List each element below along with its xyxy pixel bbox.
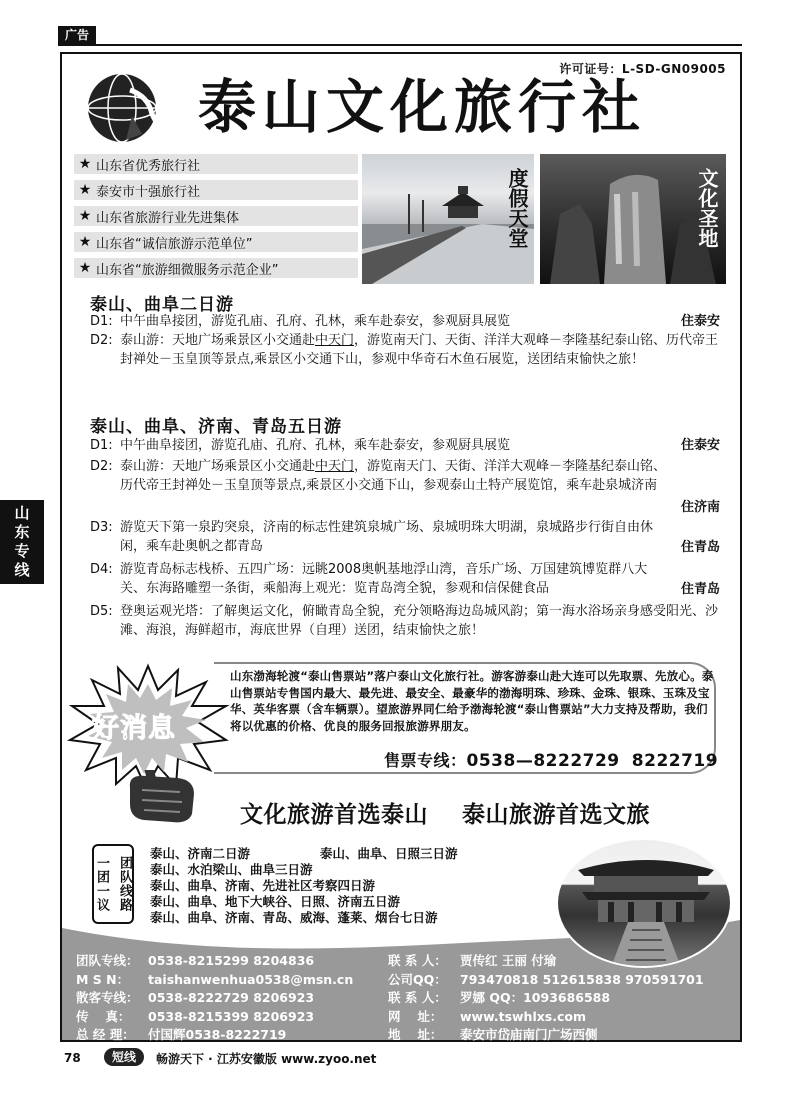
route-row: [150, 846, 458, 862]
route-row: [150, 894, 458, 910]
route-item: 泰山、水泊梁山、曲阜三日游: [150, 862, 313, 877]
route-row: [150, 910, 458, 926]
contact-row: [76, 1026, 736, 1045]
route-item: 泰山、济南二日游: [150, 846, 251, 861]
temple-photo: [556, 838, 732, 968]
routes-label-box: [92, 844, 134, 924]
stone-tablet-photo: [540, 154, 726, 284]
tour2-title: 泰山、曲阜、济南、青岛五日游: [90, 417, 342, 437]
honor-item: [74, 180, 358, 200]
route-row: [150, 878, 458, 894]
honor-item: [74, 154, 358, 174]
day-label: D5:: [90, 604, 113, 619]
star-icon: ★: [78, 260, 92, 276]
slogan: [240, 796, 650, 829]
contact-label: 联 系 人：: [388, 953, 447, 968]
day-text: 泰山游：天地广场乘景区小交通赴中天门，游览南天门、天街、洋洋大观峰－李隆基纪泰山铭、历代帝王封禅处－玉皇顶等景点,乘景区小交通下山，参观中华奇石木鱼石展览，送团结束愉快之旅！: [120, 333, 719, 367]
agency-name: 泰山文化旅行社: [198, 73, 647, 141]
day-label: D2:: [90, 333, 113, 348]
routes-list: [150, 846, 458, 926]
star-icon: ★: [78, 208, 92, 224]
tour2-day5: [90, 602, 720, 640]
honor-item: [74, 232, 358, 252]
honor-text: 山东省“诚信旅游示范单位”: [96, 236, 253, 252]
contact-label: 公司QQ：: [388, 971, 447, 987]
pointing-fist-icon: [120, 770, 204, 826]
contact-value: 0538-8222729 8206923: [148, 990, 315, 1005]
contact-value: taishanwenhua0538@msn.cn: [148, 971, 354, 987]
routes-label-b: 团队线路: [117, 856, 132, 912]
contacts-block: [76, 952, 736, 1045]
tour2-day4: [90, 560, 720, 598]
honor-text: 泰安市十强旅行社: [96, 184, 201, 200]
tour2-day3: [90, 518, 720, 556]
globe-logo-icon: [82, 70, 174, 146]
day-text: 中午曲阜接团，游览孔庙、孔府、孔林，乘车赴泰安，参观厨具展览: [120, 438, 511, 453]
star-icon: ★: [78, 182, 92, 198]
honor-item: [74, 258, 358, 278]
photo-caption: 文化圣地: [695, 168, 719, 248]
route-item: 泰山、曲阜、济南、先进社区考察四日游: [150, 878, 376, 893]
contact-value: 泰安市岱庙南门广场西侧: [460, 1027, 598, 1042]
license-number: 许可证号：L-SD-GN09005: [559, 62, 726, 76]
day-stay: 住青岛: [680, 582, 720, 597]
route-item: 泰山、曲阜、济南、青岛、威海、蓬莱、烟台七日游: [150, 910, 438, 925]
side-tab-char: 山: [14, 504, 30, 522]
honor-text: 山东省优秀旅行社: [96, 158, 201, 174]
tour2-day1: [90, 436, 720, 455]
day-stay: 住泰安: [680, 438, 720, 453]
contact-value: 付国辉0538-8222719: [148, 1027, 287, 1042]
contact-row: [76, 971, 736, 990]
contact-row: [76, 989, 736, 1008]
day-label: D3:: [90, 520, 113, 535]
day-text: 游览天下第一泉趵突泉，济南的标志性建筑泉城广场、泉城明珠大明湖，泉城路步行街自由休闲，乘车赴奥帆之都青岛: [120, 520, 654, 554]
contact-value: 贾传红 王丽 付瑜: [460, 953, 557, 968]
news-body: 山东渤海轮渡“泰山售票站”落户泰山文化旅行社。游客游泰山赴大连可以先取票、先放心。泰山售票站专售国内最大、最先进、最安全、最豪华的渤海明珠、珍珠、金珠、银珠、玉珠及宝华、英华客票（含车辆票）。望旅游界同仁给予渤海轮渡“泰山售票站”大力支持及帮助，我们将以优惠的价格、优良的服务回报旅游界朋友。: [230, 669, 714, 733]
honor-item: [74, 206, 358, 226]
contact-value: 罗娜 QQ：1093686588: [460, 990, 611, 1005]
temple-illustration: [558, 840, 732, 968]
contact-label: 联 系 人：: [388, 990, 447, 1005]
slogan-right: 泰山旅游首选文旅: [462, 802, 651, 828]
publication-footer: 畅游天下 · 江苏安徽版 www.zyoo.net: [156, 1052, 377, 1066]
day-stay: 住泰安: [680, 314, 720, 329]
honors-list: [74, 154, 358, 284]
tour1-title: 泰山、曲阜二日游: [90, 295, 234, 315]
ticket-hotline: [384, 748, 718, 771]
route-item: 泰山、曲阜、日照三日游: [320, 846, 458, 861]
contact-label: 散客专线：: [76, 990, 139, 1005]
slogan-left: 文化旅游首选泰山: [240, 802, 428, 828]
tour2-day2: [90, 457, 720, 515]
route-item: 泰山、曲阜、地下大峡谷、日照、济南五日游: [150, 894, 401, 909]
contact-label: 总 经 理：: [76, 1027, 135, 1042]
ad-tag: 广告: [58, 26, 96, 44]
contact-value: 793470818 512615838 970591701: [460, 971, 704, 987]
day-label: D1:: [90, 438, 113, 453]
honor-text: 山东省“旅游细微服务示范企业”: [96, 262, 279, 278]
contact-label: 网 址：: [388, 1008, 443, 1024]
pier-photo: [362, 154, 534, 284]
route-row: [150, 862, 458, 878]
contact-label: M S N：: [76, 971, 130, 987]
routes-label-a: 一团一议: [94, 856, 109, 912]
star-icon: ★: [78, 156, 92, 172]
side-tab-char: 线: [14, 561, 30, 579]
honor-text: 山东省旅游行业先进集体: [96, 210, 240, 226]
contact-label: 地 址：: [388, 1027, 443, 1042]
section-pill: 短线: [104, 1048, 144, 1066]
day-stay: 住济南: [680, 500, 720, 515]
day-stay: 住青岛: [680, 540, 720, 555]
day-text: 泰山游：天地广场乘景区小交通赴中天门，游览南天门、天街、洋洋大观峰－李隆基纪泰山铭、历代帝王封禅处－玉皇顶等景点,乘景区小交通下山，参观泰山土特产展览馆，乘车赴泉城济南: [120, 459, 667, 493]
day-label: D4:: [90, 562, 113, 577]
top-rule: [58, 44, 742, 46]
day-text: 中午曲阜接团，游览孔庙、孔府、孔林，乘车赴泰安，参观厨具展览: [120, 314, 511, 329]
contact-row: [76, 952, 736, 971]
photo-caption: 度假天堂: [505, 168, 529, 248]
day-label: D2:: [90, 459, 113, 474]
star-icon: ★: [78, 234, 92, 250]
side-tab-char: 专: [14, 542, 30, 560]
contact-label: 传 真：: [76, 1008, 131, 1024]
page-number: 78: [64, 1051, 81, 1065]
contact-value[interactable]: www.tswhlxs.com: [460, 1008, 587, 1024]
tour1-day2: [90, 331, 720, 369]
contact-row: [76, 1008, 736, 1027]
contact-value: 0538-8215399 8206923: [148, 1008, 315, 1024]
hotline-number: 8222719: [631, 751, 719, 771]
contact-value: 0538-8215299 8204836: [148, 953, 315, 968]
hotline-label: 售票专线：: [384, 751, 467, 770]
good-news-badge: 好消息: [92, 713, 176, 744]
side-tab: [0, 500, 44, 584]
day-text: 游览青岛标志栈桥、五四广场：远眺2008奥帆基地浮山湾，音乐广场、万国建筑博览群八大关、东海路雕塑一条街，乘船海上观光：览青岛湾全貌，参观和信保健食品: [120, 562, 648, 596]
hotline-number: 0538—8222729: [466, 751, 620, 771]
contact-label: 团队专线：: [76, 953, 139, 968]
side-tab-char: 东: [14, 523, 30, 541]
day-label: D1:: [90, 314, 113, 329]
day-text: 登奥运观光塔：了解奥运文化，俯瞰青岛全貌，充分领略海边岛城风韵；第一海水浴场亲身感受阳光、沙滩、海浪，海鲜超市，海底世界（自理）送团，结束愉快之旅！: [120, 604, 719, 638]
tour1-day1: [90, 312, 720, 331]
